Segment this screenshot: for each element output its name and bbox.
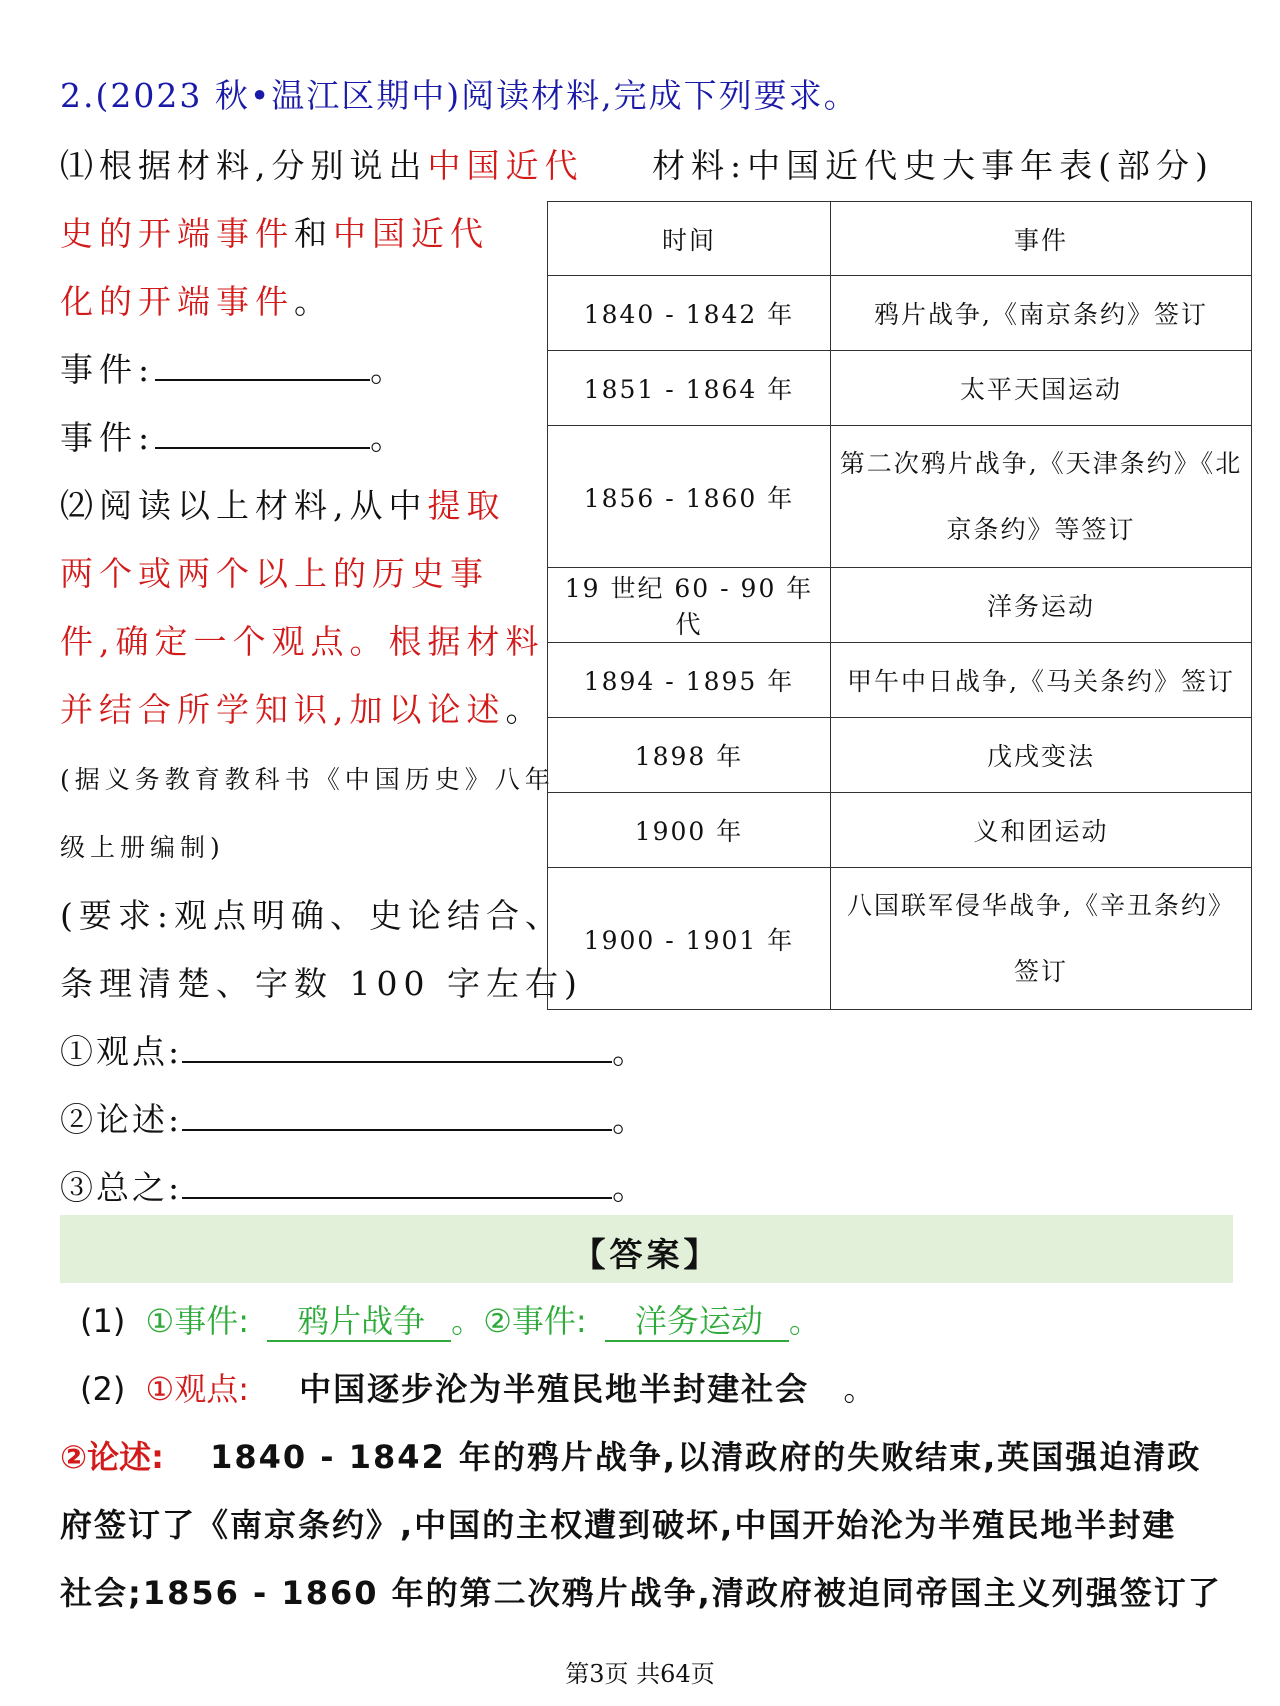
part1-red1: 中国近代 (427, 146, 584, 185)
viewpoint-blank[interactable] (182, 1033, 612, 1063)
answer-part2-view (80, 1364, 875, 1410)
answer2-arg-line2: 府签订了《南京条约》,中国的主权遭到破坏,中国开始沦为半殖民地半封建 (60, 1506, 1177, 1544)
row-time: 1900 年 (548, 793, 831, 868)
answer1-sep: 。 (451, 1302, 484, 1340)
part2-line4 (60, 684, 545, 731)
source-note-2: 级上册编制) (60, 833, 225, 862)
row-time: 1856 - 1860 年 (548, 426, 831, 568)
part1-mid: 和 (294, 214, 333, 253)
argument-line (60, 1094, 648, 1141)
period: 。 (612, 1032, 649, 1071)
summary-blank[interactable] (182, 1169, 612, 1199)
table-row (548, 351, 1252, 426)
table-row (548, 868, 1252, 1010)
period: 。 (612, 1168, 649, 1207)
row-time: 1840 - 1842 年 (548, 276, 831, 351)
part2-end: 。 (505, 690, 545, 729)
answer2-number: (2) (80, 1370, 126, 1408)
event1-blank[interactable] (155, 351, 370, 381)
summary-label: ③总之: (60, 1168, 183, 1207)
part1-red2: 中国近代 (333, 214, 489, 253)
event-label: 事件: (60, 418, 156, 457)
row-event: 戊戌变法 (831, 718, 1252, 793)
row-event-line1: 八国联军侵华战争,《辛丑条约》 (847, 890, 1235, 920)
answer1-event1-label: ①事件: (145, 1302, 249, 1340)
event-answer-1 (60, 344, 409, 391)
answer1-event2: 洋务运动 (605, 1302, 789, 1342)
part1-red1b: 史的开端事件 (60, 214, 294, 253)
viewpoint-label: ①观点: (60, 1032, 183, 1071)
row-event: 鸦片战争,《南京条约》签订 (831, 276, 1252, 351)
table-row (548, 426, 1252, 568)
row-time: 19 世纪 60 - 90 年代 (548, 568, 831, 643)
argument-label: ②论述: (60, 1100, 183, 1139)
row-event-line2: 京条约》等签订 (946, 514, 1136, 544)
requirement-2: 条理清楚、字数 100 字左右) (60, 964, 583, 1003)
argument-blank[interactable] (182, 1101, 612, 1131)
answer2-arg-line3: 社会;1856 - 1860 年的第二次鸦片战争,清政府被迫同帝国主义列强签订了 (60, 1574, 1222, 1612)
row-event: 太平天国运动 (831, 351, 1252, 426)
row-event-line1: 第二次鸦片战争,《天津条约》《北 (839, 448, 1243, 478)
part1-end: 。 (294, 282, 333, 321)
table-header-row (548, 202, 1252, 276)
question-title: 2.(2023 秋•温江区期中)阅读材料,完成下列要求。 (60, 76, 859, 115)
material-title: 材料:中国近代史大事年表(部分) (652, 146, 1214, 185)
part1-prefix: ⑴根据材料,分别说出 (60, 146, 428, 185)
table-row (548, 718, 1252, 793)
table-row (548, 793, 1252, 868)
row-event: 甲午中日战争,《马关条约》签订 (831, 643, 1252, 718)
header-time: 时间 (548, 202, 831, 276)
table-row (548, 276, 1252, 351)
answer2-view-end: 。 (843, 1370, 876, 1408)
row-event: 洋务运动 (831, 568, 1252, 643)
row-event (831, 868, 1252, 1010)
source-note-1: (据义务教育教科书《中国历史》八年 (60, 765, 555, 794)
event2-blank[interactable] (155, 419, 370, 449)
part2-line1 (60, 480, 506, 527)
part1-line1 (60, 140, 584, 187)
answer1-end: 。 (788, 1302, 821, 1340)
answer2-arg-line1: 1840 - 1842 年的鸦片战争,以清政府的失败结束,英国强迫清政 (210, 1438, 1202, 1476)
page-footer: 第3页 共64页 (565, 1660, 715, 1688)
row-event: 义和团运动 (831, 793, 1252, 868)
answer2-view-label: ①观点: (145, 1370, 249, 1408)
period: 。 (370, 418, 410, 457)
row-time: 1898 年 (548, 718, 831, 793)
row-time: 1900 - 1901 年 (548, 868, 831, 1010)
header-event: 事件 (831, 202, 1252, 276)
answer1-event1: 鸦片战争 (267, 1302, 451, 1342)
part2-red-d: 并结合所学知识,加以论述 (60, 690, 506, 729)
row-event (831, 426, 1252, 568)
row-event-line2: 签订 (1013, 956, 1068, 986)
answer-part2-arg1 (60, 1432, 1201, 1478)
part1-line3 (60, 276, 333, 323)
requirement-1: (要求:观点明确、史论结合、 (60, 896, 564, 935)
answer2-view: 中国逐步沦为半殖民地半封建社会 (299, 1370, 810, 1408)
events-table (547, 201, 1252, 1010)
answer-title: 【答案】 (572, 1235, 721, 1274)
table-row (548, 568, 1252, 643)
period: 。 (612, 1100, 649, 1139)
viewpoint-line (60, 1026, 648, 1073)
part2-line3: 件,确定一个观点。根据材料 (60, 622, 545, 661)
summary-line (60, 1162, 648, 1209)
part2-prefix: ⑵阅读以上材料,从中 (60, 486, 428, 525)
period: 。 (370, 350, 410, 389)
event-label: 事件: (60, 350, 156, 389)
table-row (548, 643, 1252, 718)
part1-line2 (60, 208, 489, 255)
part2-red-a: 提取 (427, 486, 506, 525)
row-time: 1894 - 1895 年 (548, 643, 831, 718)
answer-part1 (80, 1296, 821, 1342)
event-answer-2 (60, 412, 409, 459)
answer-header-bar (60, 1215, 1233, 1283)
part2-line2: 两个或两个以上的历史事 (60, 554, 489, 593)
answer2-arg-label: ②论述: (60, 1438, 164, 1476)
answer1-event2-label: ②事件: (483, 1302, 587, 1340)
answer1-number: (1) (80, 1302, 126, 1340)
row-time: 1851 - 1864 年 (548, 351, 831, 426)
part1-red2b: 化的开端事件 (60, 282, 294, 321)
